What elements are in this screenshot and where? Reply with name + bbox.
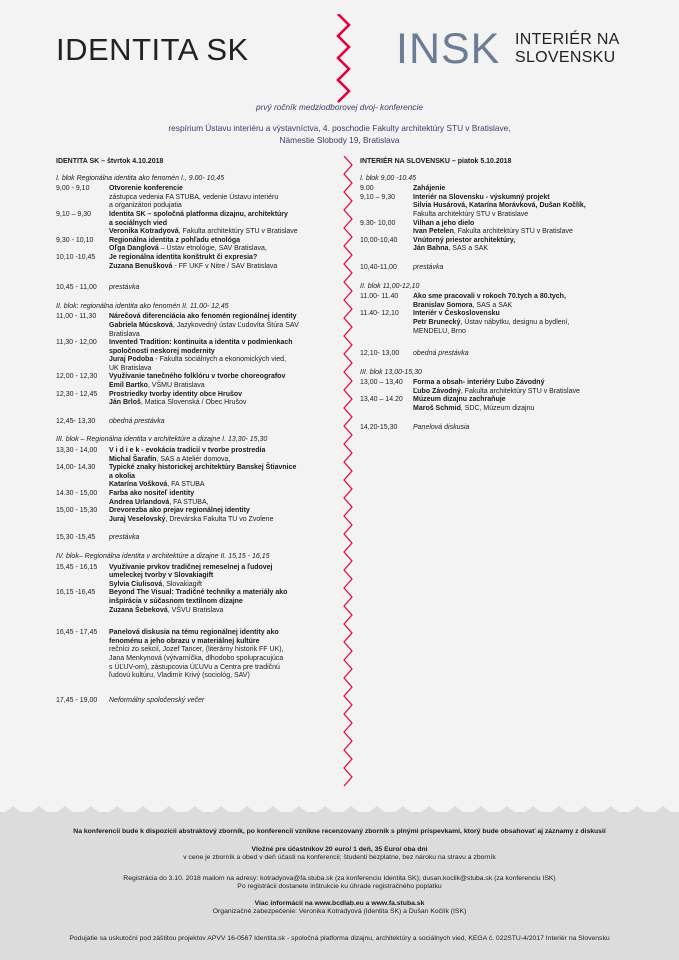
speaker: Ján Brloš <box>109 399 141 407</box>
item-title: Regionálna identita z pohľadu etnológa <box>109 236 241 244</box>
item-line: Fakulta architektúry STU v Bratislave <box>413 210 529 218</box>
footer-proceedings-note: Na konferencii bude k dispozícii abstraktový zborník, po konferencii vznikne recenzovaný zborník s plnými príspevkami, ktorý bude obsahovať aj záznamy z diskusií <box>73 828 606 835</box>
item-title: Drevorezba ako prejav regionálnej identity <box>109 507 250 515</box>
item-title: Vnútorný priestor architektúry, <box>413 236 516 244</box>
program-item <box>56 464 336 490</box>
speaker: Juraj Veselovský <box>109 515 166 523</box>
program-item <box>56 447 336 464</box>
item-time: 13,40 – 14.20 <box>360 396 403 404</box>
speaker: Maroš Schmid <box>413 405 461 413</box>
program-item <box>360 237 640 254</box>
speaker: Ján Bahna <box>413 245 449 253</box>
program-item <box>360 396 640 413</box>
fee-note: v cene je zborník a obed v deň účasti na konferencii; študenti bezplatne, bez nároku na stravu a zborník <box>183 854 496 862</box>
info-links: Viac informácií na www.bcdlab.eu a www.fa.stuba.sk <box>254 900 425 907</box>
affiliation: , Jazykovedný ústav Ľudovíta Štúra SAV <box>172 321 299 329</box>
venue-line2: Námestie Slobody 19, Bratislava <box>279 135 400 145</box>
affiliation: , VŠMU Bratislava <box>147 382 205 390</box>
day-heading: IDENTITA SK – štvrtok 4.10.2018 <box>56 158 164 165</box>
affiliation: , SAS a Ateliér domova, <box>156 455 231 463</box>
item-line: Bratislava <box>109 330 140 338</box>
item-title-cont: umeleckej tvorby v Slovakiagift <box>109 572 214 580</box>
speaker: Sylvia Ciulisová <box>109 580 163 588</box>
footer-info <box>0 900 679 917</box>
speaker: Veronika Kotradyová <box>109 228 179 236</box>
block-title: I. blok Regionálna identita ako fenomén I., 9.00- 10,45 <box>56 174 225 182</box>
item-title-cont: a sociálnych vied <box>109 219 167 227</box>
item-time: 9.00 <box>360 185 374 193</box>
break-label: prestávka <box>413 263 444 271</box>
affiliation: , Matica Slovenská / Obec Hrušov <box>140 399 247 407</box>
break-item <box>360 264 640 273</box>
program-item <box>56 373 336 390</box>
item-time: 10,10 -10,45 <box>56 253 96 261</box>
venue-line1: respírium Ústavu interiéru a výstavníctva, 4. poschodie Fakulty architektúry STU v Bratislave, <box>168 123 511 133</box>
item-title: Forma a obsah- interiéry Ľubo Závodný <box>413 379 545 387</box>
speaker: Zuzana Šebeková <box>109 606 168 614</box>
item-title: Typické znaky historickej architektúry Banskej Štiavnice <box>109 464 297 472</box>
item-line: Jana Menkynová (výtvarníčka, dlhodobo spolupracujúca <box>109 654 284 662</box>
speaker: Ľubo Závodný <box>413 387 461 395</box>
item-time: 11,30 - 12,00 <box>56 339 97 347</box>
program-item <box>360 310 640 336</box>
affiliation: , VŠVU Bratislava <box>167 606 224 614</box>
affiliation: , Fakulta architektúry STU v Bratislave <box>460 387 580 395</box>
affiliation: - FF UKF v Nitre / SAV Bratislava <box>172 262 278 270</box>
item-time: 11.40- 12,10 <box>360 310 399 318</box>
item-title: Je regionálna identita konštrukt či expresia? <box>109 253 258 261</box>
affiliation: - Fakulta sociálnych a ekonomických vied, <box>153 356 287 364</box>
item-line: UK Bratislava <box>109 364 152 372</box>
item-title: Využívanie prvkov tradičnej remeselnej a ľudovej <box>109 563 273 571</box>
program-interier-na-slovensku <box>360 158 640 442</box>
registration-note: Po registrácii dostanete inštrukcie ku úhrade registračného poplatku <box>237 883 442 891</box>
program-item <box>56 564 336 590</box>
block-title: II. blok 11,00-12,10 <box>360 282 420 290</box>
block-title: IV. blok– Regionálna identita v architektúre a dizajne II. 15,15 - 16,15 <box>56 552 270 560</box>
footer-zigzag-edge <box>0 804 679 820</box>
item-time: 10,40-11,00 <box>360 263 397 271</box>
item-time: 12,30 - 12,45 <box>56 390 98 398</box>
speaker: Juraj Podoba <box>109 356 154 364</box>
item-time: 12,00 - 12,30 <box>56 373 98 381</box>
speaker: Emil Bartko <box>109 382 148 390</box>
break-label: Panelová diskusia <box>413 423 470 431</box>
program-item <box>56 237 336 254</box>
program-item <box>56 490 336 507</box>
break-item <box>360 424 640 433</box>
item-line: MENDELU, Brno <box>413 327 466 335</box>
brand-zigzag-divider <box>334 14 352 104</box>
item-time: 10,00-10,40 <box>360 236 398 244</box>
affiliation: , FA STUBA, <box>169 498 209 506</box>
item-title: Vilhan a jeho dielo <box>413 219 475 227</box>
program-item <box>56 185 336 211</box>
affiliation: , Drevárska Fakulta TU vo Zvolene <box>165 515 274 523</box>
item-time: 17,45 - 19,00 <box>56 696 98 704</box>
speaker: Branislav Somora <box>413 301 473 309</box>
footer-fees <box>0 846 679 863</box>
item-time: 9,00 - 9,10 <box>56 185 90 193</box>
item-title-cont: inšpirácia v súčasnom textilnom dizajne <box>109 597 243 605</box>
item-title: Interiér v Československu <box>413 310 500 318</box>
affiliation: , SDC, Múzeum dizajnu <box>460 405 535 413</box>
affiliation: , FA STUBA <box>167 481 205 489</box>
speaker: Silvia Husárová, Katarína Morávková, Dušan Kočlík, <box>413 202 586 210</box>
item-title: Interiér na Slovensku - výskumný projekt <box>413 193 550 201</box>
affiliation: , Ústav nábytku, designu a bydlení, <box>460 318 570 326</box>
break-label: Neformálny spoločenský večer <box>109 696 205 704</box>
program-item <box>56 313 336 339</box>
break-label: obedná prestávka <box>413 350 469 358</box>
item-time: 9,30 - 10,10 <box>56 236 94 244</box>
item-title: Farba ako nositeľ identity <box>109 490 195 497</box>
registration-line: Registrácia do 3.10. 2018 mailom na adresy: kotradyova@fa.stuba.sk (za konferenciu Identita SK); dusan.koclik@stuba.sk (za konferenciu ISK) <box>123 875 556 882</box>
program-item <box>360 185 640 194</box>
footer-registration <box>0 875 679 892</box>
item-time: 13,00 – 13,40 <box>360 379 403 387</box>
affiliation: , SAS a SAK <box>448 245 489 253</box>
item-title: Zahájenie <box>413 185 446 193</box>
item-title: Nárečová diferenciácia ako fenomén regionálnej identity <box>109 313 297 321</box>
speaker: Katarína Vošková <box>109 481 168 489</box>
break-item <box>56 284 336 293</box>
speaker: Petr Brunecký <box>413 318 461 326</box>
affiliation: , Slovakiagift <box>162 580 202 588</box>
speaker: Gabriela Múcsková <box>109 321 173 329</box>
break-item <box>360 350 640 359</box>
item-time: 12,10- 13,00 <box>360 350 400 358</box>
item-title-cont: fenoménu a jeho obrazu v materiálnej kultúre <box>109 637 260 645</box>
item-title: Panelová diskusia na tému regionálnej identity ako <box>109 629 279 637</box>
affiliation: – Ústav etnológie, SAV Bratislava, <box>158 245 267 253</box>
item-title: Múzeum dizajnu zachraňuje <box>413 396 506 404</box>
brand-insk-line2: SLOVENSKU <box>515 49 616 66</box>
block-title: II. blok: regionálna identita ako fenomén II. 11.00- 12,45 <box>56 302 229 310</box>
item-time: 15,00 - 15,30 <box>56 507 98 515</box>
program-item <box>56 629 336 681</box>
item-title: Prostriedky tvorby identity obce Hrušov <box>109 390 243 398</box>
item-time: 15,45 - 16,15 <box>56 563 98 571</box>
brand-insk: INSK <box>396 25 501 73</box>
item-title: Beyond The Visual: Tradičné techniky a materiály ako <box>109 589 288 597</box>
item-time: 9.30- 10,00 <box>360 219 396 227</box>
item-time: 12,45- 13,30 <box>56 417 96 425</box>
item-time: 15,30 -15,45 <box>56 534 96 542</box>
program-item <box>56 391 336 408</box>
item-time: 16,45 - 17,45 <box>56 629 98 637</box>
item-title-cont: a okolia <box>109 472 136 480</box>
item-line: zástupca vedenia FA STUBA, vedenie Ústavu interiéru <box>109 193 279 201</box>
item-title: Invented Tradition: kontinuita a identita v podmienkach <box>109 339 293 347</box>
item-title: Ako sme pracovali v rokoch 70.tych a 80.tych, <box>413 293 566 301</box>
venue <box>0 122 679 146</box>
footer-support: Podujatie sa uskutoční pod záštitou projektov APVV 16-0567 Identita.sk - spoločná platforma dizajnu, architektúry a sociálnych vied, KEGA č. 022STU-4/2017 Interiér na Slovensku <box>69 935 610 942</box>
item-title: Využívanie tanečného folklóru v tvorbe choreografov <box>109 373 286 381</box>
affiliation: , SAS a SAK <box>472 301 513 309</box>
speaker: Michal Šarafín <box>109 455 157 463</box>
item-line: s ÚĽUV-om), zástupcovia ÚĽUVu a Centra pre tradičnú <box>109 663 280 671</box>
break-item <box>56 697 336 706</box>
program-item <box>360 379 640 396</box>
item-time: 16,15 -16,45 <box>56 589 96 597</box>
affiliation: , Fakulta architektúry STU v Bratislave <box>178 228 298 236</box>
item-title: Identita SK – spoločná platforma dizajnu, architektúry <box>109 210 288 218</box>
brand-identita-sk: IDENTITA SK <box>56 32 249 67</box>
speaker: Andrea Urlandová <box>109 498 170 506</box>
item-time: 13,30 - 14,00 <box>56 447 98 455</box>
break-label: prestávka <box>109 534 140 542</box>
speaker: Oľga Danglová <box>109 245 159 253</box>
affiliation: , Fakulta architektúry STU v Bratislave <box>453 228 573 236</box>
brand-insk-line1: INTERIÉR NA <box>515 31 620 48</box>
break-label: obedná prestávka <box>109 417 165 425</box>
item-line: ľudovú kultúru, Vladimír Krivý (sociológ, SAV) <box>109 672 250 680</box>
item-line: a organizátori podujatia <box>109 202 182 210</box>
program-item <box>56 211 336 237</box>
block-title: I. blok 9,00 -10.45 <box>360 174 417 182</box>
program-identita-sk <box>56 158 336 715</box>
column-zigzag-divider <box>342 156 354 792</box>
conference-subtitle: prvý ročník medziodborovej dvoj- konferencie <box>256 102 423 112</box>
item-time: 10,45 - 11,00 <box>56 284 97 292</box>
item-title: V i d i e k - evokácia tradícií v tvorbe prostredia <box>109 447 266 455</box>
item-time: 9,10 – 9,30 <box>56 210 92 218</box>
item-time: 14,00- 14,30 <box>56 464 96 472</box>
day-heading: INTERIÉR NA SLOVENSKU – piatok 5.10.2018 <box>360 158 512 165</box>
program-item <box>56 589 336 615</box>
break-item <box>56 418 336 427</box>
program-item <box>360 293 640 310</box>
speaker: Ivan Petelen <box>413 228 454 236</box>
item-time: 14,20-15,30 <box>360 423 398 431</box>
item-title: Otvorenie konferencie <box>109 185 183 193</box>
organizers: Organizačné zabezpečenie: Veronika Kotradyová (Identita SK) a Dušan Kočlík (ISK) <box>212 908 467 916</box>
break-label: prestávka <box>109 284 140 292</box>
item-title-cont: spoločnosti neskorej modernity <box>109 347 215 355</box>
program-item <box>56 339 336 373</box>
program-item <box>360 194 640 220</box>
program-item <box>56 254 336 271</box>
block-title: III. blok 13,00-15,30 <box>360 368 422 376</box>
item-time: 9,10 – 9,30 <box>360 193 396 201</box>
brand-insk-subtitle <box>515 31 620 67</box>
break-item <box>56 534 336 543</box>
fee-line: Vložné pre účastníkov 20 euro/ 1 deň, 35 Euro/ oba dni <box>251 846 428 853</box>
item-time: 11.00- 11.40 <box>360 293 399 301</box>
item-time: 14.30 - 15,00 <box>56 490 98 497</box>
speaker: Zuzana Benušková <box>109 262 173 270</box>
program-item <box>360 220 640 237</box>
item-line: rečníci zo sekcií, Jozef Tancer, (literárny historik FF UK), <box>109 646 284 654</box>
block-title: III. blok – Regionálna identita v architektúre a dizajne I. 13,30- 15,30 <box>56 436 268 444</box>
item-time: 11,00 - 11,30 <box>56 313 97 321</box>
program-item <box>56 507 336 524</box>
